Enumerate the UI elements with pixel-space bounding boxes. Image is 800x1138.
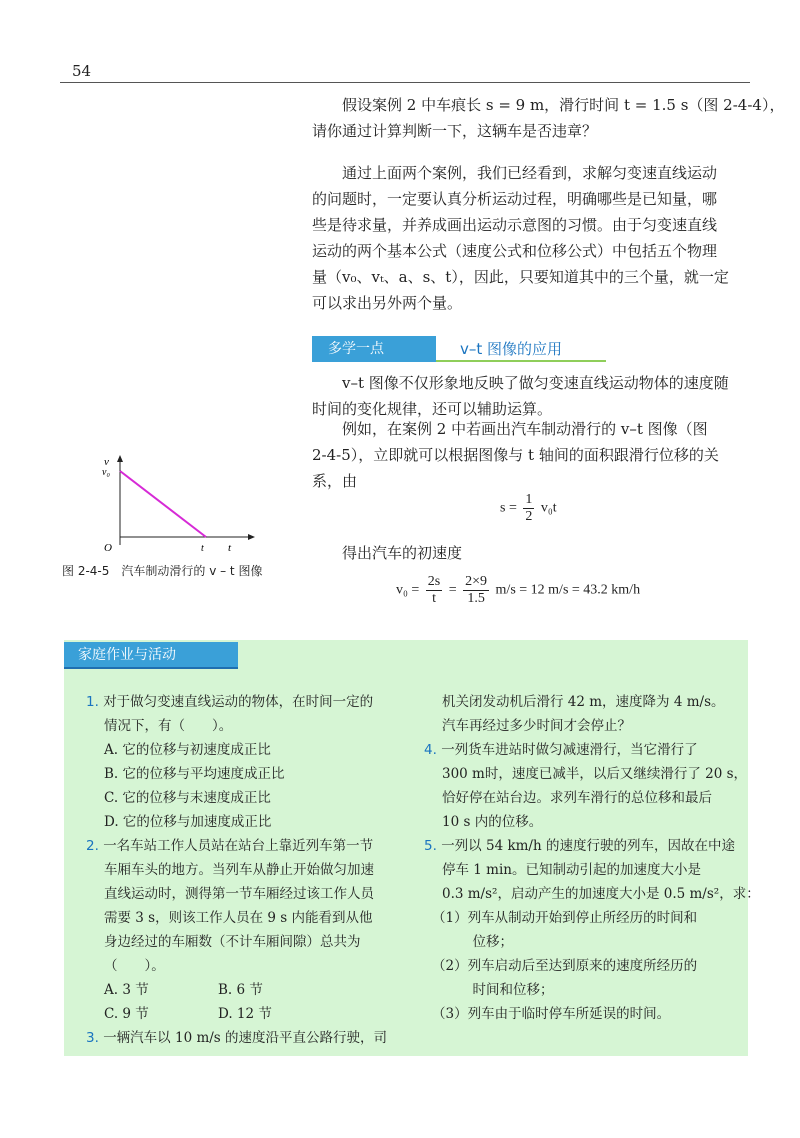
learn-more-line: 例如，在案例 2 中若画出汽车制动滑行的 v–t 图像（图	[342, 420, 708, 438]
origin-label: O	[104, 542, 112, 554]
homework-title: 家庭作业与活动	[64, 642, 238, 668]
question-text: （ ）。	[104, 958, 165, 974]
fraction-numerator: 2s	[427, 574, 441, 589]
question-5	[424, 834, 760, 1026]
option-d: D. 12 节	[218, 1006, 272, 1022]
formula-lhs: s =	[500, 500, 517, 516]
question-text: 直线运动时，测得第一节车厢经过该工作人员	[104, 886, 374, 902]
option-d: D. 它的位移与加速度成正比	[104, 814, 272, 830]
summary-paragraph	[312, 160, 752, 316]
question-1	[86, 690, 373, 834]
homework-title-rule	[64, 667, 238, 669]
learn-more-line: 时间的变化规律，还可以辅助运算。	[312, 400, 553, 418]
summary-line: 可以求出另外两个量。	[312, 294, 463, 312]
formula-rest: m/s = 12 m/s = 43.2 km/h	[495, 582, 641, 598]
question-number: 1.	[86, 694, 99, 710]
question-text: 一名车站工作人员站在站台上靠近列车第一节	[103, 838, 374, 854]
figure-caption: 图 2-4-5 汽车制动滑行的 v – t 图像	[62, 564, 263, 578]
option-c: C. 它的位移与末速度成正比	[104, 790, 271, 806]
option-c: C. 9 节	[104, 1006, 149, 1022]
question-text: 需要 3 s，则该工作人员在 9 s 内能看到从他	[104, 910, 373, 926]
fraction-denominator: t	[432, 591, 436, 606]
question-text: 300 m时，速度已减半，以后又继续滑行了 20 s，	[442, 766, 748, 782]
x-axis-arrow-icon	[248, 534, 255, 540]
question-3	[86, 1026, 387, 1050]
learn-more-line: 得出汽车的初速度	[342, 544, 463, 562]
question-text: 一列货车进站时做匀减速滑行，当它滑行了	[441, 742, 698, 758]
fraction-numerator: 2×9	[465, 574, 488, 589]
question-number: 4.	[424, 742, 437, 758]
vt-graph	[100, 455, 260, 555]
question-3-continued	[442, 690, 725, 738]
question-text: 0.3 m/s²，启动产生的加速度大小是 0.5 m/s²，求：	[442, 886, 760, 902]
sub-question: 位移；	[432, 934, 513, 950]
option-a: A. 3 节	[104, 982, 149, 998]
learn-more-para1	[312, 370, 752, 422]
section-title: v–t 图像的应用	[460, 340, 563, 358]
option-b: B. 6 节	[218, 982, 263, 998]
learn-more-para3	[312, 540, 752, 566]
t-label: t	[201, 543, 204, 554]
formula-fraction	[426, 574, 442, 607]
question-text: 身边经过的车厢数（不计车厢间隙）总共为	[104, 934, 361, 950]
fraction-numerator: 1	[525, 492, 533, 507]
v0-label: v₀	[102, 467, 110, 478]
question-number: 3.	[86, 1030, 99, 1046]
section-tab: 多学一点	[312, 336, 436, 362]
question-text: 10 s 内的位移。	[442, 814, 543, 830]
sub-question: （1）列车从制动开始到停止所经历的时间和	[432, 910, 698, 926]
learn-more-para2	[312, 416, 752, 494]
intro-paragraph	[312, 92, 785, 144]
velocity-formula	[396, 574, 640, 607]
fraction-denominator: 1.5	[467, 591, 485, 606]
formula-equals: =	[448, 582, 457, 598]
question-text: 一辆汽车以 10 m/s 的速度沿平直公路行驶，司	[103, 1030, 388, 1046]
learn-more-line: v–t 图像不仅形象地反映了做匀变速直线运动物体的速度随	[342, 374, 729, 392]
page-number: 54	[72, 62, 92, 80]
fraction-denominator: 2	[525, 509, 533, 524]
intro-line: 请你通过计算判断一下，这辆车是否违章？	[312, 122, 598, 140]
formula-rhs: v₀t	[540, 500, 557, 516]
question-text: 停车 1 min。已知制动引起的加速度大小是	[442, 862, 701, 878]
formula-lhs: v₀ =	[396, 582, 420, 598]
question-text: 车厢车头的地方。当列车从静止开始做匀加速	[104, 862, 374, 878]
question-text: 一列以 54 km/h 的速度行驶的列车，因故在中途	[441, 838, 735, 854]
option-a: A. 它的位移与初速度成正比	[104, 742, 271, 758]
option-b: B. 它的位移与平均速度成正比	[104, 766, 285, 782]
question-2	[86, 834, 374, 1026]
learn-more-line: 系，由	[312, 472, 358, 490]
question-text: 情况下，有（ ）。	[104, 718, 233, 734]
sub-question: （3）列车由于临时停车所延误的时间。	[432, 1006, 671, 1022]
formula-area	[500, 492, 557, 525]
question-text: 汽车再经过多少时间才会停止？	[442, 718, 631, 734]
question-number: 5.	[424, 838, 437, 854]
summary-line: 通过上面两个案例，我们已经看到，求解匀变速直线运动	[342, 164, 718, 182]
question-4	[424, 738, 747, 834]
sub-question: （2）列车启动后至达到原来的速度所经历的	[432, 958, 698, 974]
question-text: 机关闭发动机后滑行 42 m，速度降为 4 m/s。	[442, 694, 725, 710]
header-rule	[60, 82, 750, 83]
question-number: 2.	[86, 838, 99, 854]
formula-fraction	[523, 492, 534, 525]
intro-line: 假设案例 2 中车痕长 s = 9 m，滑行时间 t = 1.5 s（图 2-4-4），	[342, 96, 785, 114]
learn-more-line: 2-4-5），立即就可以根据图像与 t 轴间的面积跟滑行位移的关	[312, 446, 719, 464]
summary-line: 的问题时，一定要认真分析运动过程，明确哪些是已知量，哪	[312, 190, 718, 208]
formula-fraction	[463, 574, 489, 607]
summary-line: 运动的两个基本公式（速度公式和位移公式）中包括五个物理	[312, 242, 718, 260]
sub-question: 时间和位移；	[432, 982, 554, 998]
section-header	[312, 336, 592, 362]
section-underline	[436, 360, 606, 362]
summary-line: 量（v₀、vₜ、a、s、t），因此，只要知道其中的三个量，就一定	[312, 268, 729, 286]
question-text: 对于做匀变速直线运动的物体，在时间一定的	[103, 694, 374, 710]
summary-line: 些是待求量，并养成画出运动示意图的习惯。由于匀变速直线	[312, 216, 718, 234]
velocity-line	[120, 471, 206, 537]
y-axis-label: v	[104, 456, 109, 468]
x-axis-label: t	[228, 542, 232, 554]
y-axis-arrow-icon	[117, 455, 123, 462]
question-text: 恰好停在站台边。求列车滑行的总位移和最后	[442, 790, 712, 806]
